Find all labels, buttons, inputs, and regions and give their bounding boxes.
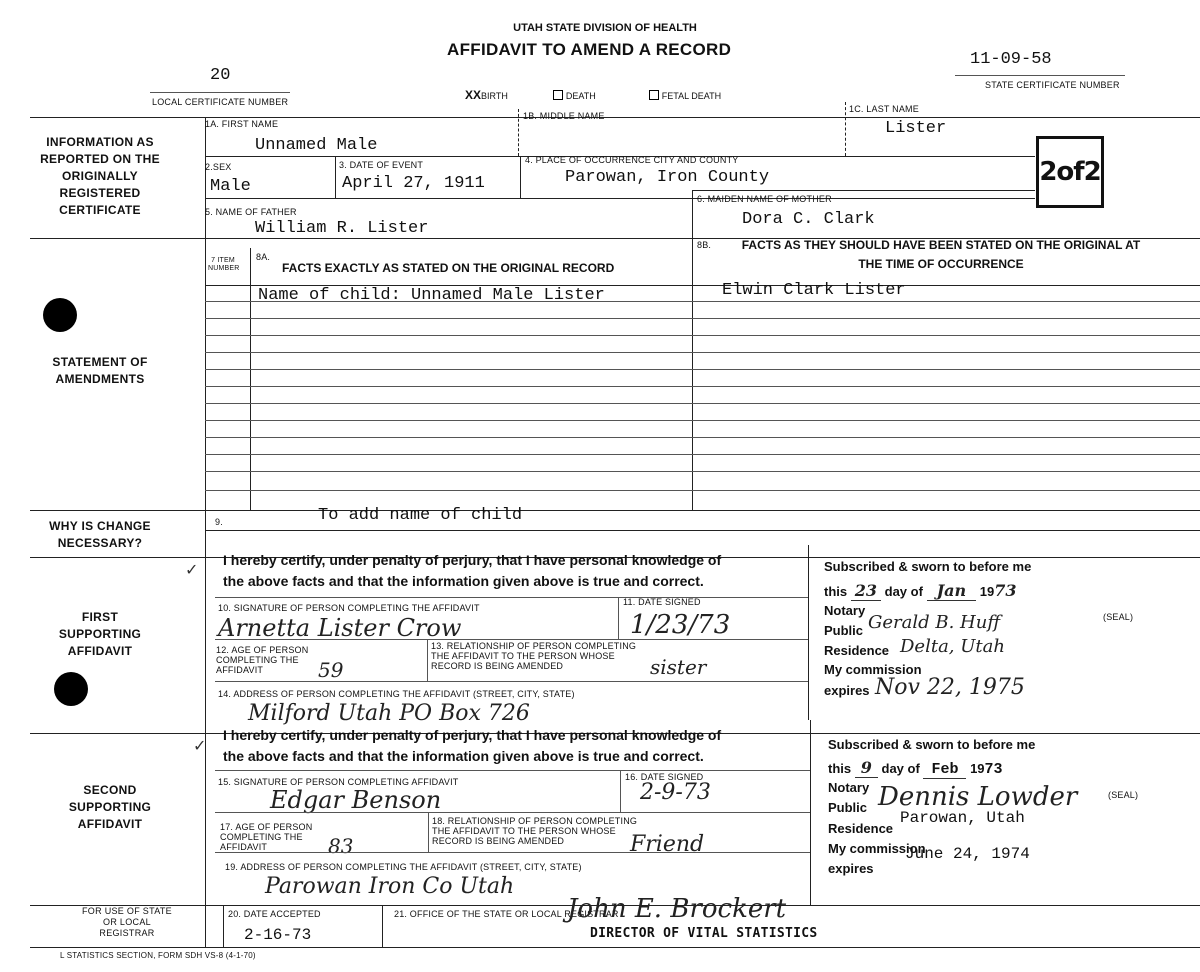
first-age: 59	[318, 658, 344, 682]
first-residence: Delta, Utah	[900, 636, 1005, 657]
middle-name-label: 1B. MIDDLE NAME	[523, 111, 605, 121]
first-certify-text: I hereby certify, under penalty of perjury, that I have personal knowledge of the above facts and that the information given above is true and correct.	[223, 552, 722, 589]
col-8a-header: FACTS EXACTLY AS STATED ON THE ORIGINAL RECORD	[282, 261, 615, 275]
second-sworn-line1: Subscribed & sworn to before me	[828, 737, 1036, 752]
death-label: DEATH	[565, 91, 596, 101]
first-affidavit-label: FIRST SUPPORTING AFFIDAVIT	[58, 610, 142, 658]
birth-checkbox[interactable]: XX	[465, 88, 482, 102]
date-accepted-label: 20. DATE ACCEPTED	[228, 909, 321, 919]
date-of-event-label: 3. DATE OF EVENT	[339, 160, 424, 170]
agency-name: UTAH STATE DIVISION OF HEALTH	[513, 22, 697, 34]
place-value: Parowan, Iron County	[565, 168, 770, 187]
first-sworn-line1: Subscribed & sworn to before me	[824, 559, 1032, 574]
date-of-event-value: April 27, 1911	[342, 174, 485, 193]
first-name-value: Unnamed Male	[255, 136, 378, 155]
last-name-value: Lister	[885, 119, 947, 138]
first-notary-sig: Gerald B. Huff	[868, 612, 1001, 633]
father-value: William R. Lister	[255, 219, 429, 238]
first-rel-label: 13. RELATIONSHIP OF PERSON COMPLETING THE AFFIDAVIT TO THE PERSON WHOSE RECORD IS BEING AMENDED	[431, 641, 637, 671]
second-public-label: Public	[828, 800, 868, 815]
amendment-row1-corrected: Elwin Clark Lister	[722, 281, 906, 300]
second-notary-sig: Dennis Lowder	[878, 782, 1078, 812]
place-label: 4. PLACE OF OCCURRENCE CITY AND COUNTY	[525, 155, 739, 165]
second-month-value: Feb	[923, 761, 966, 779]
first-sworn-line2: this 23 day of Jan 1973	[824, 581, 1017, 600]
why-num: 9.	[215, 517, 223, 527]
why-text: To add name of child	[318, 506, 523, 525]
father-label: 5. NAME OF FATHER	[205, 207, 297, 217]
second-commission-label: My commission	[828, 841, 926, 856]
first-seal: (SEAL)	[1103, 612, 1134, 622]
col-8a-num: 8A.	[256, 252, 271, 262]
col-8b-header: FACTS AS THEY SHOULD HAVE BEEN STATED ON THE ORIGINAL AT THE TIME OF OCCURRENCE	[741, 238, 1141, 271]
second-residence-label: Residence	[828, 821, 894, 836]
sex-label: 2.SEX	[205, 162, 232, 172]
first-date-label: 11. DATE SIGNED	[623, 597, 701, 607]
second-sworn-line2: this 9 day of Feb 1973	[828, 758, 1003, 778]
second-address: Parowan Iron Co Utah	[265, 874, 515, 899]
first-name-label: 1A. FIRST NAME	[205, 119, 279, 129]
local-cert-label: LOCAL CERTIFICATE NUMBER	[152, 97, 289, 107]
second-day-value: 9	[855, 758, 878, 778]
first-expires: Nov 22, 1975	[875, 675, 1025, 700]
fetal-death-label: FETAL DEATH	[661, 91, 722, 101]
original-info-section-label: INFORMATION AS REPORTED ON THE ORIGINALLY REGISTERED CERTIFICATE	[40, 135, 160, 217]
first-public-label: Public	[824, 623, 864, 638]
second-certify-text: I hereby certify, under penalty of perjury, that I have personal knowledge of the above facts and that the information given above is true and correct.	[223, 727, 722, 764]
second-age-label: 17. AGE OF PERSON COMPLETING THE AFFIDAVIT	[220, 822, 313, 852]
second-expires: June 24, 1974	[905, 845, 1030, 863]
event-type-checkboxes	[465, 88, 721, 102]
first-relationship: sister	[650, 655, 707, 679]
second-addr-label: 19. ADDRESS OF PERSON COMPLETING THE AFFIDAVIT (STREET, CITY, STATE)	[225, 862, 582, 872]
second-relationship: Friend	[630, 832, 705, 857]
office-label: 21. OFFICE OF THE STATE OR LOCAL REGISTRAR	[394, 909, 619, 919]
first-expires-label: expires	[824, 683, 870, 698]
punch-hole-bottom	[54, 672, 88, 706]
col-8b-num: 8B.	[697, 240, 712, 250]
second-date-label: 16. DATE SIGNED	[625, 772, 704, 782]
death-checkbox[interactable]	[553, 90, 563, 100]
first-signature: Arnetta Lister Crow	[218, 614, 462, 642]
first-date: 1/23/73	[630, 610, 731, 640]
second-age: 83	[328, 834, 354, 858]
second-seal: (SEAL)	[1108, 790, 1139, 800]
second-affidavit-label: SECOND SUPPORTING AFFIDAVIT	[68, 783, 152, 831]
second-date: 2-9-73	[640, 780, 711, 805]
second-rel-label: 18. RELATIONSHIP OF PERSON COMPLETING THE AFFIDAVIT TO THE PERSON WHOSE RECORD IS BEING AMENDED	[432, 816, 638, 846]
first-month-value: Jan	[927, 581, 977, 601]
first-commission-label: My commission	[824, 662, 922, 677]
first-day-value: 23	[851, 581, 881, 601]
second-year-value: 73	[984, 761, 1003, 778]
page-stamp: 2of2	[1036, 136, 1104, 208]
birth-label: BIRTH	[481, 91, 508, 101]
state-cert-label: STATE CERTIFICATE NUMBER	[985, 80, 1120, 90]
mother-label: 6. MAIDEN NAME OF MOTHER	[697, 194, 832, 204]
amendments-section-label: STATEMENT OF AMENDMENTS	[52, 355, 148, 386]
second-notary-label: Notary	[828, 780, 870, 795]
item-number-label: 7 ITEM NUMBER	[208, 257, 240, 272]
first-age-label: 12. AGE OF PERSON COMPLETING THE AFFIDAVIT	[216, 645, 309, 675]
form-id: L STATISTICS SECTION, FORM SDH VS-8 (4-1-70)	[60, 951, 256, 960]
punch-hole-top	[43, 298, 77, 332]
form-title: AFFIDAVIT TO AMEND A RECORD	[447, 40, 732, 59]
second-signature: Edgar Benson	[270, 786, 442, 814]
why-label: WHY IS CHANGE NECESSARY?	[49, 519, 151, 550]
last-name-label: 1C. LAST NAME	[849, 104, 919, 114]
second-expires-label: expires	[828, 861, 874, 876]
registrar-signature: John E. Brockert	[567, 894, 787, 924]
first-notary-label: Notary	[824, 603, 866, 618]
first-year-value: 73	[994, 581, 1017, 600]
date-accepted: 2-16-73	[244, 926, 312, 944]
fetal-death-checkbox[interactable]	[649, 90, 659, 100]
state-cert-number: 11-09-58	[970, 50, 1052, 69]
registrar-use-label: FOR USE OF STATE OR LOCAL REGISTRAR	[82, 906, 172, 938]
sex-value: Male	[210, 177, 251, 196]
mother-value: Dora C. Clark	[742, 210, 875, 229]
local-cert-number: 20	[210, 66, 231, 85]
first-address: Milford Utah PO Box 726	[248, 701, 530, 726]
second-sig-label: 15. SIGNATURE OF PERSON COMPLETING AFFIDAVIT	[218, 777, 459, 787]
amendment-row1-original: Name of child: Unnamed Male Lister	[258, 286, 605, 305]
director-title: DIRECTOR OF VITAL STATISTICS	[590, 926, 818, 941]
first-addr-label: 14. ADDRESS OF PERSON COMPLETING THE AFFIDAVIT (STREET, CITY, STATE)	[218, 689, 575, 699]
check-mark-icon: ✓	[185, 562, 199, 579]
second-residence: Parowan, Utah	[900, 809, 1025, 827]
first-sig-label: 10. SIGNATURE OF PERSON COMPLETING THE AFFIDAVIT	[218, 603, 480, 613]
check-mark-icon: ✓	[193, 738, 207, 755]
first-residence-label: Residence	[824, 643, 890, 658]
